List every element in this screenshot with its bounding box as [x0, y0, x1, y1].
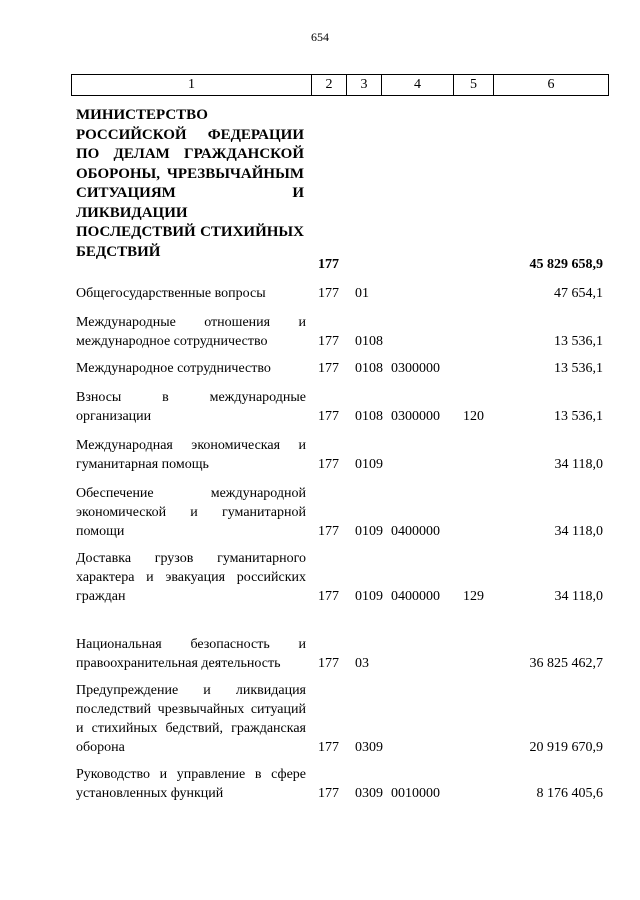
section-code: 0309 — [355, 740, 383, 755]
table-row — [0, 484, 640, 541]
row-name: Национальная безопасность и правоохранительная деятельность — [76, 637, 306, 671]
table-row — [0, 313, 640, 351]
article-code: 0400000 — [391, 524, 440, 539]
article-code: 0300000 — [391, 409, 440, 424]
chapter-code: 177 — [318, 409, 339, 424]
row-name: Обеспечение международной экономической и гуманитарной помощи — [76, 486, 306, 539]
table-row — [0, 765, 640, 803]
chapter-code: 177 — [318, 257, 339, 272]
amount: 47 654,1 — [554, 286, 603, 301]
section-code: 01 — [355, 286, 369, 301]
table-row — [0, 388, 640, 426]
chapter-code: 177 — [318, 286, 339, 301]
row-name: Взносы в международные организации — [76, 390, 306, 424]
table-row — [0, 616, 640, 673]
header-col-4: 4 — [382, 75, 454, 95]
table-row-ministry — [0, 106, 640, 274]
row-name: Международное сотрудничество — [76, 361, 271, 376]
header-col-2: 2 — [312, 75, 347, 95]
row-name: Международная экономическая и гуманитарная помощь — [76, 438, 306, 472]
header-col-6: 6 — [547, 77, 555, 92]
chapter-code: 177 — [318, 656, 339, 671]
amount: 13 536,1 — [554, 409, 603, 424]
row-name: Предупреждение и ликвидация последствий чрезвычайных ситуаций и стихийных бедствий, гражданская оборона — [76, 683, 306, 755]
amount: 34 118,0 — [554, 457, 603, 472]
section-code: 0109 — [355, 589, 383, 604]
header-col-1: 1 — [72, 75, 312, 95]
chapter-code: 177 — [318, 740, 339, 755]
section-code: 0109 — [355, 457, 383, 472]
row-name: Руководство и управление в сфере установленных функций — [76, 767, 306, 801]
article-code: 0400000 — [391, 589, 440, 604]
chapter-code: 177 — [318, 524, 339, 539]
header-col-5: 5 — [454, 75, 494, 95]
article-code: 0300000 — [391, 361, 440, 376]
row-name: Общегосударственные вопросы — [76, 286, 266, 301]
expense-code: 129 — [463, 589, 484, 604]
section-code: 0108 — [355, 409, 383, 424]
table-row — [0, 359, 640, 378]
section-code: 0108 — [355, 334, 383, 349]
amount: 13 536,1 — [554, 334, 603, 349]
amount: 13 536,1 — [554, 361, 603, 376]
table-header — [71, 74, 609, 96]
amount: 45 829 658,9 — [529, 257, 603, 272]
chapter-code: 177 — [318, 786, 339, 801]
row-name: Доставка грузов гуманитарного характера и эвакуация российских граждан — [76, 551, 306, 604]
section-code: 0109 — [355, 524, 383, 539]
article-code: 0010000 — [391, 786, 440, 801]
header-col-3: 3 — [347, 75, 382, 95]
amount: 34 118,0 — [554, 589, 603, 604]
table-row — [0, 681, 640, 757]
expense-code: 120 — [463, 409, 484, 424]
table-row — [0, 436, 640, 474]
chapter-code: 177 — [318, 457, 339, 472]
amount: 8 176 405,6 — [536, 786, 603, 801]
amount: 20 919 670,9 — [529, 740, 603, 755]
chapter-code: 177 — [318, 589, 339, 604]
ministry-title: МИНИСТЕРСТВО РОССИЙСКОЙ ФЕДЕРАЦИИ ПО ДЕЛАМ ГРАЖДАНСКОЙ ОБОРОНЫ, ЧРЕЗВЫЧАЙНЫМ СИТУАЦИЯМ И ЛИКВИДАЦИИ ПОСЛЕДСТВИЙ СТИХИЙНЫХ БЕДСТВИЙ — [76, 107, 304, 260]
table-row — [0, 549, 640, 606]
amount: 36 825 462,7 — [529, 656, 603, 671]
chapter-code: 177 — [318, 361, 339, 376]
section-code: 03 — [355, 656, 369, 671]
page-number: 654 — [311, 30, 329, 44]
section-code: 0309 — [355, 786, 383, 801]
section-code: 0108 — [355, 361, 383, 376]
table-row — [0, 284, 640, 303]
row-name: Международные отношения и международное сотрудничество — [76, 315, 306, 349]
amount: 34 118,0 — [554, 524, 603, 539]
chapter-code: 177 — [318, 334, 339, 349]
